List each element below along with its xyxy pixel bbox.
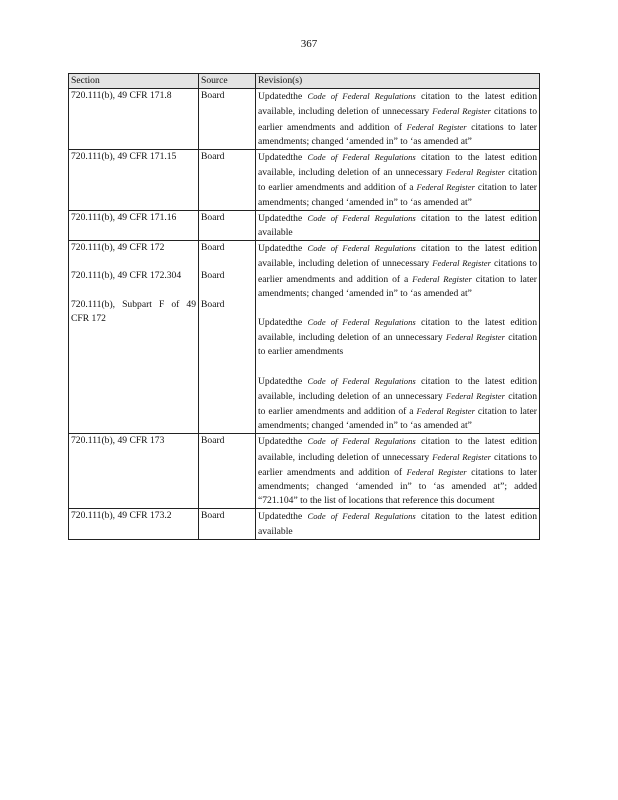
- source-label: Board: [201, 90, 225, 102]
- italic-citation: Code of Federal Regulations: [307, 375, 416, 386]
- source-cell: [199, 210, 256, 240]
- source-cell: [199, 509, 256, 539]
- revision-fragment: citation to the latest edition available, including deletion of unnecessary: [258, 243, 538, 270]
- italic-citation: Code of Federal Regulations: [307, 91, 416, 102]
- table-header-row: [69, 74, 540, 89]
- revision-fragment: citation to the latest edition available, including deletion of an unnecessary: [258, 152, 538, 179]
- section-reference: 720.111(b), 49 CFR 173: [71, 435, 165, 447]
- italic-citation: Federal Register: [432, 258, 491, 269]
- italic-citation: Code of Federal Regulations: [307, 436, 416, 447]
- table-row: [69, 150, 540, 211]
- table-row: [69, 210, 540, 240]
- italic-citation: Federal Register: [406, 466, 467, 477]
- header-section: Section: [69, 74, 199, 89]
- italic-citation: Code of Federal Regulations: [307, 212, 416, 223]
- revision-cell: [256, 241, 540, 434]
- revision-fragment: citations to earlier amendments and addition of: [258, 451, 538, 478]
- revision-fragment: citation to the latest edition available: [258, 511, 538, 537]
- source-label: Board: [201, 270, 225, 282]
- italic-citation: Federal Register: [416, 406, 475, 417]
- revision-fragment: Updatedthe: [258, 375, 308, 387]
- section-reference: 720.111(b), 49 CFR 171.8: [71, 90, 172, 102]
- revision-cell: [256, 434, 540, 509]
- header-revisions: Revision(s): [256, 74, 540, 89]
- section-reference: 720.111(b), 49 CFR 171.16: [71, 211, 177, 223]
- revision-fragment: citation to later amendments; changed ‘amended in” to ‘as amended at”: [258, 182, 537, 208]
- source-cell: [199, 434, 256, 509]
- italic-citation: Federal Register: [406, 121, 467, 132]
- italic-citation: Federal Register: [412, 273, 472, 284]
- revision-text: [258, 315, 537, 360]
- revision-fragment: Updatedthe: [258, 511, 308, 523]
- revision-text: [258, 509, 537, 538]
- table-row: [69, 89, 540, 150]
- revision-fragment: Updatedthe: [258, 317, 308, 329]
- revision-fragment: citations to earlier amendments and addition of a: [258, 258, 538, 285]
- revision-fragment: citation to later amendments; changed ‘amended in” to ‘as amended at”: [258, 273, 537, 299]
- revision-fragment: citations to later amendments; changed ‘amended in” to ‘as amended at”: [258, 121, 538, 147]
- revision-fragment: citation to earlier amendments and addition of a: [258, 390, 538, 418]
- revision-fragment: citation to the latest edition available: [258, 212, 538, 239]
- section-reference: 720.111(b), Subpart F of 49 CFR 172: [71, 298, 196, 324]
- revision-text: [258, 374, 537, 434]
- italic-citation: Code of Federal Regulations: [307, 317, 416, 328]
- italic-citation: Federal Register: [432, 451, 491, 462]
- header-source: Source: [199, 74, 256, 89]
- revision-fragment: Updatedthe: [258, 243, 308, 255]
- revision-fragment: Updatedthe: [258, 212, 308, 224]
- page-number: 367: [300, 38, 318, 50]
- revision-text: [258, 241, 537, 301]
- table-row: [69, 241, 540, 434]
- revision-fragment: citations to later amendments; changed ‘amended in” to ‘as amended at”; added “721.104” to the list of locations that reference this document: [258, 466, 538, 507]
- revision-fragment: Updatedthe: [258, 436, 308, 448]
- revision-text: [258, 434, 537, 508]
- section-reference: 720.111(b), 49 CFR 172: [71, 242, 165, 254]
- section-cell: [69, 150, 199, 211]
- revision-cell: [256, 150, 540, 211]
- revision-fragment: citation to earlier amendments and addition of a: [258, 167, 538, 194]
- revision-table: [68, 73, 540, 540]
- source-label: Board: [201, 211, 225, 223]
- italic-citation: Code of Federal Regulations: [307, 243, 416, 254]
- source-label: Board: [201, 298, 225, 310]
- table-row: [69, 434, 540, 509]
- revision-text: [258, 89, 537, 149]
- revision-fragment: citations to earlier amendments and addition of: [258, 106, 538, 133]
- italic-citation: Federal Register: [416, 182, 475, 193]
- source-label: Board: [201, 510, 225, 522]
- section-reference: 720.111(b), 49 CFR 173.2: [71, 510, 172, 522]
- source-cell: [199, 150, 256, 211]
- section-cell: [69, 434, 199, 509]
- revision-fragment: Updatedthe: [258, 152, 308, 164]
- section-cell: [69, 210, 199, 240]
- revision-fragment: citation to the latest edition available, including deletion of an unnecessary: [258, 317, 538, 344]
- italic-citation: Federal Register: [446, 390, 505, 401]
- revision-cell: [256, 210, 540, 240]
- revision-fragment: Updatedthe: [258, 91, 308, 103]
- source-label: Board: [201, 242, 225, 254]
- source-cell: [199, 241, 256, 434]
- section-cell: [69, 509, 199, 539]
- revision-cell: [256, 89, 540, 150]
- revision-text: [258, 150, 537, 210]
- section-cell: [69, 241, 199, 434]
- italic-citation: Federal Register: [432, 106, 491, 117]
- source-cell: [199, 89, 256, 150]
- revision-cell: [256, 509, 540, 539]
- revision-fragment: citation to later amendments; changed ‘amended in” to ‘as amended at”: [258, 406, 537, 432]
- section-cell: [69, 89, 199, 150]
- revision-fragment: citation to the latest edition available, including deletion of an unnecessary: [258, 375, 538, 402]
- revision-fragment: citation to earlier amendments: [258, 332, 538, 358]
- italic-citation: Code of Federal Regulations: [307, 511, 416, 522]
- table-row: [69, 509, 540, 539]
- italic-citation: Federal Register: [446, 167, 505, 178]
- revision-text: [258, 211, 537, 240]
- italic-citation: Federal Register: [446, 332, 505, 343]
- revision-fragment: citation to the latest edition available, including deletion of unnecessary: [258, 91, 538, 118]
- table-body: [69, 89, 540, 540]
- source-label: Board: [201, 435, 225, 447]
- source-label: Board: [201, 151, 225, 163]
- section-reference: 720.111(b), 49 CFR 172.304: [71, 270, 182, 282]
- italic-citation: Code of Federal Regulations: [307, 152, 416, 163]
- revision-fragment: citation to the latest edition available, including deletion of unnecessary: [258, 436, 538, 463]
- section-reference: 720.111(b), 49 CFR 171.15: [71, 151, 177, 163]
